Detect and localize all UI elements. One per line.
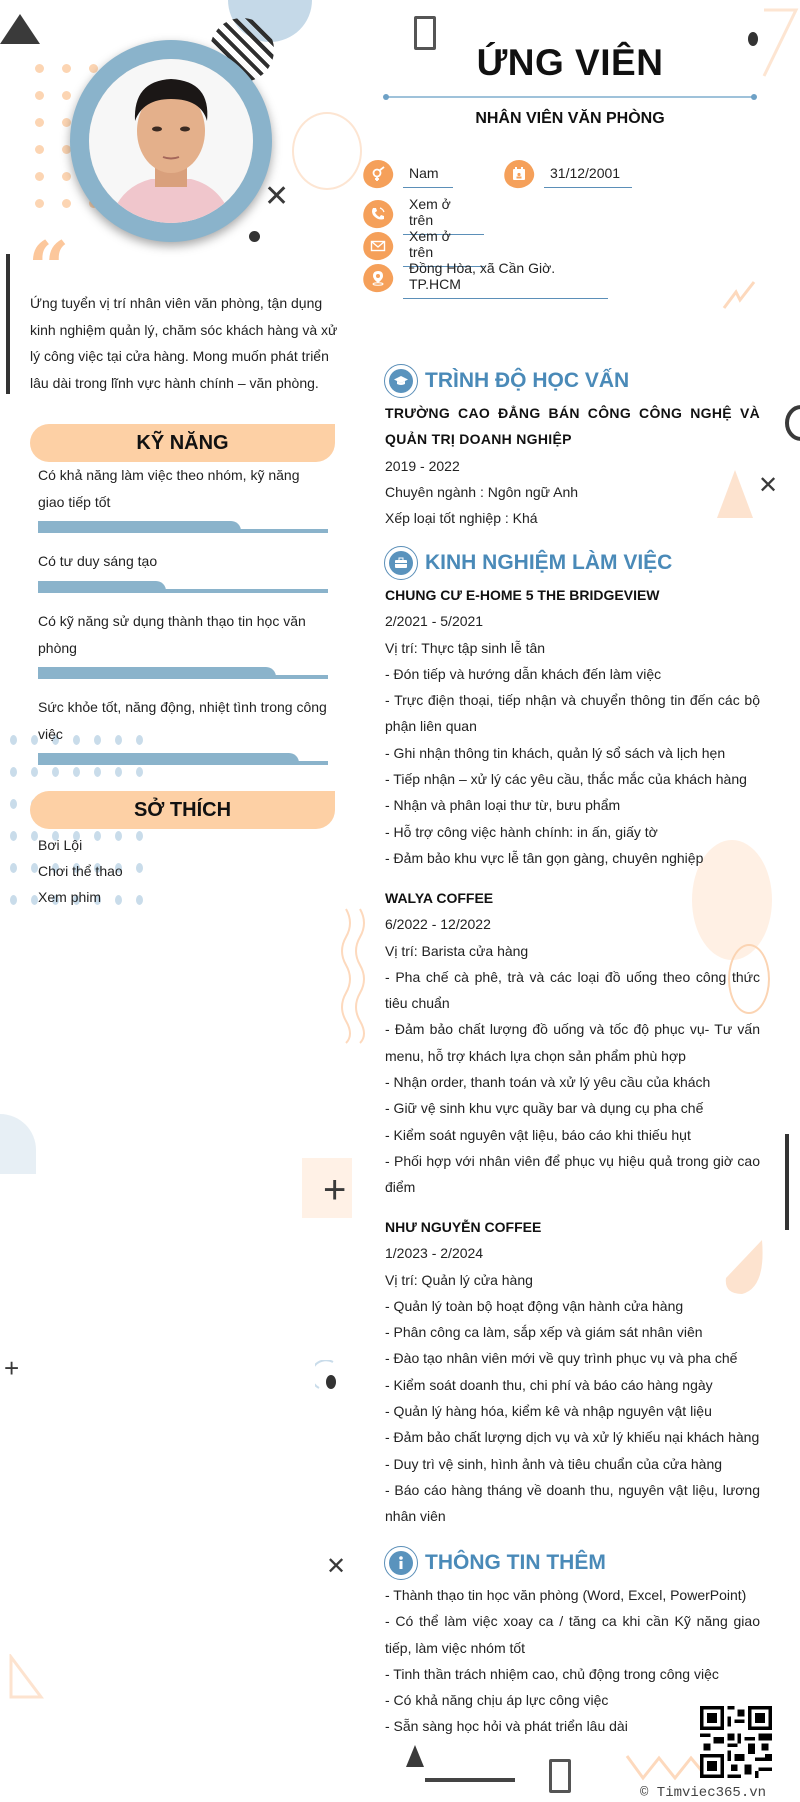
job-duty: - Duy trì vệ sinh, hình ảnh và tiêu chuẩn của cửa hàng	[385, 1455, 723, 1472]
job-duty: - Đón tiếp và hướng dẫn khách đến làm việc	[385, 665, 662, 682]
job-position: Vị trí: Thực tập sinh lễ tân	[385, 639, 546, 656]
address-value: Đồng Hòa, xã Cần Giờ. TP.HCM	[403, 256, 608, 299]
x-decoration-icon: ✕	[758, 472, 779, 499]
additional-info-item: - Có thể làm việc xoay ca / tăng ca khi cần Kỹ năng giao tiếp, làm việc nhóm tốt	[385, 1613, 760, 1656]
briefcase-icon	[384, 546, 418, 580]
hobby-item: Bơi Lội	[38, 837, 83, 853]
experience-title: KINH NGHIỆM LÀM VIỆC	[425, 551, 673, 574]
skill-item	[38, 694, 328, 765]
job-duty: - Kiểm soát nguyên vật liệu, báo cáo khi thiếu hụt	[385, 1126, 691, 1143]
portrait-photo-icon	[89, 59, 253, 223]
skill-item	[38, 608, 328, 679]
hobby-item: Chơi thể thao	[38, 863, 123, 879]
copyright-text: © Timviec365.vn	[640, 1785, 767, 1801]
job-duty: - Đảm bảo chất lượng dịch vụ và xử lý khiếu nại khách hàng	[385, 1429, 760, 1446]
skill-level-bar	[38, 753, 328, 765]
job-period: 2/2021 - 5/2021	[385, 613, 484, 630]
calendar-icon	[501, 157, 536, 191]
skill-text: Sức khỏe tốt, năng động, nhiệt tình trong công việc	[38, 699, 327, 742]
arc-decoration-icon	[315, 1360, 345, 1400]
job-duty: - Nhận order, thanh toán và xử lý yêu cầu của khách	[385, 1074, 711, 1091]
job-duty: - Nhận và phân loại thư từ, bưu phẩm	[385, 797, 621, 814]
birthday-value: 31/12/2001	[544, 161, 632, 188]
experience-job	[385, 885, 760, 1201]
email-value: Xem ở trên	[403, 224, 484, 267]
company-name: NHƯ NGUYỄN COFFEE	[385, 1219, 542, 1235]
contact-birthday	[504, 160, 632, 188]
triangle-decoration-icon	[0, 14, 40, 44]
job-duty: - Đào tạo nhân viên mới về quy trình phục vụ và pha chế	[385, 1350, 738, 1367]
job-period: 6/2022 - 12/2022	[385, 916, 491, 933]
job-duty: - Quản lý toàn bộ hoạt động vận hành cửa hàng	[385, 1297, 684, 1314]
skill-text: Có tư duy sáng tạo	[38, 553, 158, 569]
line-decoration-icon	[425, 1778, 515, 1782]
education-major: Chuyên ngành : Ngôn ngữ Anh	[385, 483, 579, 500]
orange-triangle-outline-icon	[762, 8, 800, 80]
job-duty: - Đảm bảo chất lượng đồ uống và tốc độ phục vụ- Tư vấn menu, hỗ trợ khách lựa chọn sản phẩm phù hợp	[385, 1021, 760, 1064]
phone-value: Xem ở trên	[403, 192, 484, 235]
job-duty: - Phân công ca làm, sắp xếp và giám sát nhân viên	[385, 1324, 703, 1341]
job-duty: - Quản lý hàng hóa, kiểm kê và nhập nguyên vật liệu	[385, 1403, 712, 1420]
experience-job	[385, 582, 760, 871]
wavy-lines-decoration-icon	[340, 905, 376, 1045]
location-pin-icon	[360, 261, 395, 295]
info-icon	[384, 1546, 418, 1580]
skill-item	[38, 548, 328, 593]
hobbies-heading: SỞ THÍCH	[30, 791, 335, 829]
skill-level-bar	[38, 581, 328, 593]
quote-icon: “	[28, 225, 70, 310]
dot-decoration-icon	[249, 231, 260, 242]
job-duty: - Hỗ trợ công việc hành chính: in ấn, giấy tờ	[385, 823, 658, 840]
skill-level-bar	[38, 521, 328, 533]
triangle-outline-decoration-icon	[8, 1654, 44, 1700]
plus-decoration-icon: +	[323, 1168, 347, 1212]
job-duty: - Giữ vệ sinh khu vực quầy bar và dụng cụ pha chế	[385, 1100, 704, 1117]
job-duty: - Kiểm soát doanh thu, chi phí và báo cáo hàng ngày	[385, 1376, 713, 1393]
contact-gender	[363, 160, 453, 188]
job-duty: - Báo cáo hàng tháng về doanh thu, nguyên vật liệu, lương nhân viên	[385, 1481, 760, 1525]
additional-info-title: THÔNG TIN THÊM	[425, 1551, 606, 1574]
gender-value: Nam	[403, 161, 453, 188]
contact-address	[363, 256, 608, 299]
ring-decoration-icon	[785, 405, 800, 445]
experience-heading	[384, 546, 672, 580]
education-period: 2019 - 2022	[385, 457, 460, 474]
candidate-name: ỨNG VIÊN	[476, 42, 664, 83]
x-decoration-icon: ✕	[264, 180, 290, 213]
job-duty: - Phối hợp với nhân viên để phục vụ hiệu quả trong giờ cao điểm	[385, 1152, 760, 1196]
job-position: Vị trí: Quản lý cửa hàng	[385, 1271, 533, 1288]
job-period: 1/2023 - 2/2024	[385, 1245, 484, 1262]
company-name: WALYA COFFEE	[385, 890, 494, 906]
skills-heading: KỸ NĂNG	[30, 424, 335, 462]
rectangle-decoration-icon	[549, 1759, 571, 1793]
plus-decoration-icon: +	[4, 1353, 20, 1383]
additional-info-item: - Có khả năng chịu áp lực công việc	[385, 1692, 609, 1709]
job-duty: - Trực điện thoại, tiếp nhận và chuyển thông tin đến các bộ phận liên quan	[385, 692, 760, 735]
skill-level-bar	[38, 667, 328, 679]
education-heading	[384, 364, 629, 398]
education-title: TRÌNH ĐỘ HỌC VẤN	[425, 369, 630, 392]
job-duty: - Tiếp nhận – xử lý các yêu cầu, thắc mắc của khách hàng	[385, 771, 747, 788]
additional-info-item: - Sẵn sàng học hỏi và phát triển lâu dài	[385, 1718, 628, 1735]
qr-code-icon[interactable]	[700, 1706, 772, 1778]
job-duty: - Đảm bảo khu vực lễ tân gọn gàng, chuyên nghiệp	[385, 849, 704, 866]
additional-info-item: - Thành thạo tin học văn phòng (Word, Excel, PowerPoint)	[385, 1587, 747, 1603]
triangle-decoration-icon	[406, 1745, 424, 1767]
graduation-cap-icon	[384, 364, 418, 398]
skill-text: Có kỹ năng sử dụng thành thạo tin học văn phòng	[38, 613, 306, 656]
school-name: TRƯỜNG CAO ĐẲNG BÁN CÔNG CÔNG NGHỆ VÀ QUẢN TRỊ DOANH NGHIỆP	[385, 405, 760, 448]
avatar	[89, 59, 253, 223]
job-duty: - Pha chế cà phê, trà và các loại đồ uống theo công thức tiêu chuẩn	[385, 968, 760, 1012]
job-position: Vị trí: Barista cửa hàng	[385, 942, 529, 959]
x-decoration-icon: ✕	[326, 1553, 347, 1580]
gender-icon	[360, 157, 395, 191]
experience-job	[385, 1214, 760, 1530]
quarter-circle-decoration-icon	[0, 1114, 36, 1174]
education-block	[385, 400, 760, 531]
job-title: NHÂN VIÊN VĂN PHÒNG	[475, 110, 665, 127]
additional-info-item: - Tinh thần trách nhiệm cao, chủ động trong công việc	[385, 1665, 719, 1682]
avatar-frame	[70, 40, 272, 242]
hobby-list	[38, 832, 123, 910]
education-grade: Xếp loại tốt nghiệp : Khá	[385, 510, 538, 527]
skill-text: Có khả năng làm việc theo nhóm, kỹ năng giao tiếp tốt	[38, 467, 300, 510]
job-duty: - Ghi nhận thông tin khách, quản lý sổ sách và lịch hẹn	[385, 744, 726, 761]
zigzag-decoration-icon	[625, 1752, 703, 1782]
quote-bar	[6, 254, 10, 394]
career-objective: Ứng tuyển vị trí nhân viên văn phòng, tận dụng kinh nghiệm quản lý, chăm sóc khách hàng và xử lý công việc tại cửa hàng. Mong muốn phát triển lâu dài trong lĩnh vực hành chính – văn phòng.	[30, 295, 338, 391]
zigzag-decoration-icon	[722, 278, 756, 312]
hobby-item: Xem phim	[38, 889, 102, 905]
name-divider	[386, 96, 754, 98]
bar-decoration-icon	[785, 1134, 789, 1230]
ring-decoration-icon	[292, 112, 362, 190]
company-name: CHUNG CƯ E-HOME 5 THE BRIDGEVIEW	[385, 587, 660, 603]
additional-info-heading	[384, 1546, 606, 1580]
skill-item	[38, 462, 328, 533]
